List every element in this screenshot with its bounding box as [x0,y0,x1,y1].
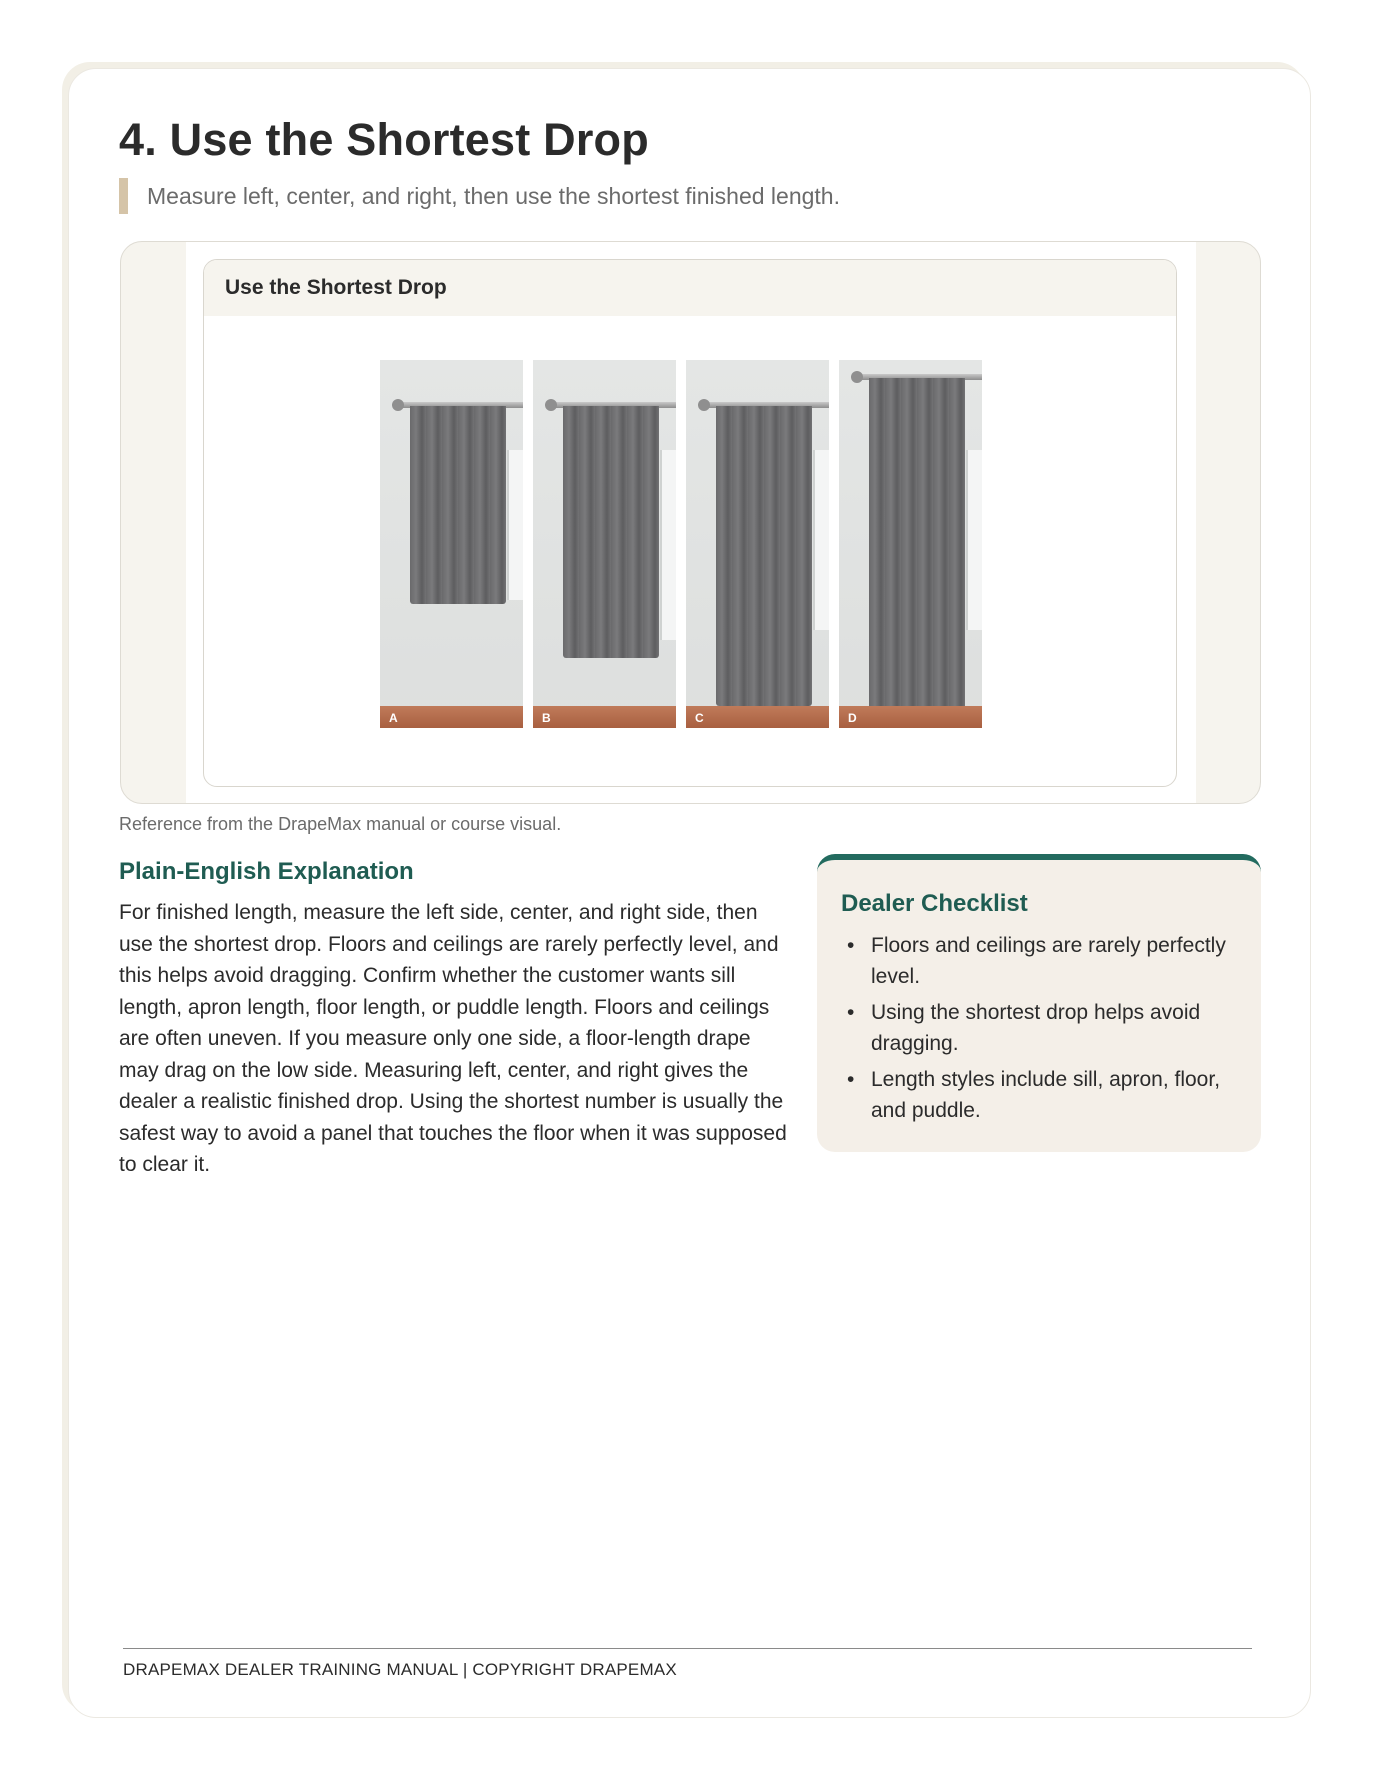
bullet-icon: • [847,1001,855,1024]
curtain-image-a [380,360,523,728]
curtain-drape [716,406,812,706]
panel-label: A [389,711,398,725]
checklist-item [841,930,1237,992]
checklist-title: Dealer Checklist [841,890,1028,917]
figure-caption: Reference from the DrapeMax manual or course visual. [119,814,562,834]
page-title: 4. Use the Shortest Drop [119,114,649,165]
figure-panel [203,259,1177,787]
window-graphic [660,450,676,640]
checklist-item [841,997,1237,1059]
checklist-item-text: Length styles include sill, apron, floor, and puddle. [871,1068,1221,1122]
figure-header: Use the Shortest Drop [204,260,1176,316]
curtain-image-d [839,360,982,728]
floor-strip [839,706,982,728]
checklist-item [841,1064,1237,1126]
curtain-drape [410,406,506,604]
curtain-image-strip [380,360,982,728]
window-graphic [507,450,523,600]
explanation-body: For finished length, measure the left side, center, and right side, then use the shortest drop. Floors and ceilings are rarely perfectly level, and this helps avoid dragging. Confirm whether the customer wants sill length, apron length, floor length, or puddle length. Floors and ceilings are often uneven. If you measure only one side, a floor-length drape may drag on the low side. Measuring left, center, and right gives the dealer a realistic finished drop. Using the shortest number is usually the safest way to avoid a panel that touches the floor when it was supposed to clear it. [119,901,787,1176]
window-graphic [813,450,829,630]
curtain-image-c [686,360,829,728]
curtain-drape [563,406,659,658]
floor-strip [533,706,676,728]
curtain-drape [869,378,965,718]
page-subtitle: Measure left, center, and right, then use the shortest finished length. [147,182,840,209]
figure-frame [120,241,1261,804]
rod-finial [851,371,863,383]
subtitle-callout [119,178,840,214]
panel-label: D [848,711,857,725]
rod-finial [545,399,557,411]
rod-finial [698,399,710,411]
floor-strip [380,706,523,728]
window-graphic [966,450,982,630]
checklist-item-text: Using the shortest drop helps avoid dragging. [871,1001,1201,1055]
figure-inner [186,242,1196,804]
rod-finial [392,399,404,411]
curtain-image-b [533,360,676,728]
checklist-list [841,930,1237,1126]
panel-label: C [695,711,704,725]
checklist-item-text: Floors and ceilings are rarely perfectly level. [871,934,1226,988]
explanation-heading: Plain-English Explanation [119,858,414,885]
bullet-icon: • [847,1068,855,1091]
footer-divider [123,1648,1252,1649]
dealer-checklist-box [817,854,1261,1152]
bullet-icon: • [847,934,855,957]
panel-label: B [542,711,551,725]
footer-text: DRAPEMAX DEALER TRAINING MANUAL | COPYRIGHT DRAPEMAX [123,1660,677,1679]
floor-strip [686,706,829,728]
